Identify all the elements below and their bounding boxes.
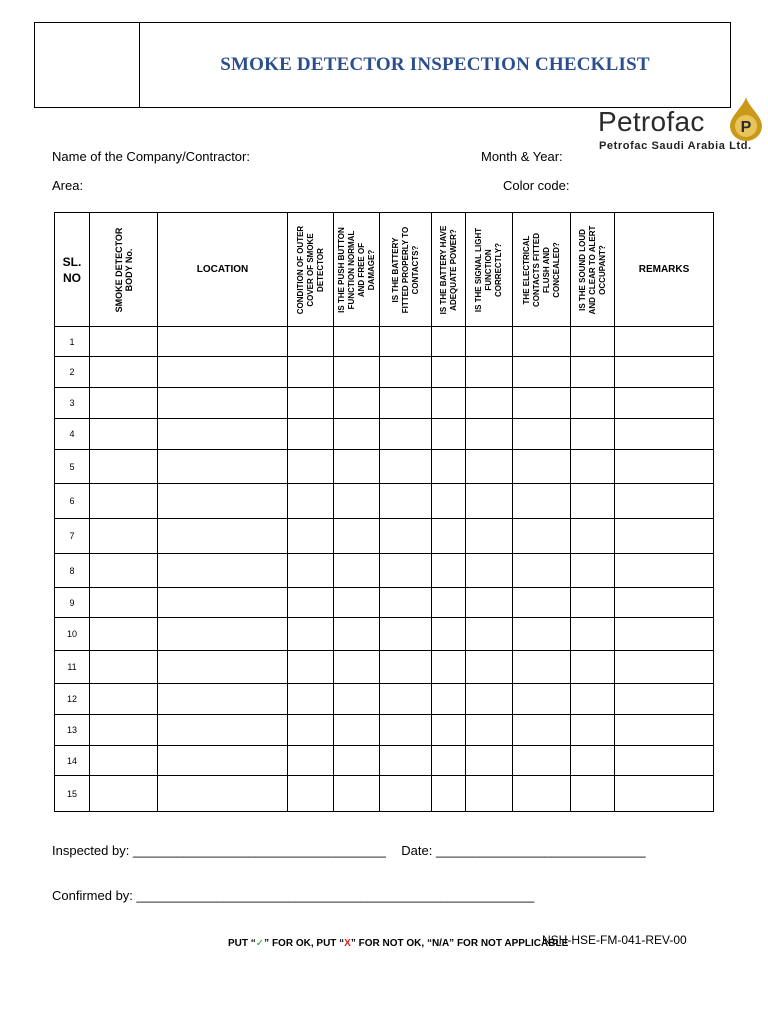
entry-cell[interactable] bbox=[288, 588, 334, 618]
entry-cell[interactable] bbox=[466, 519, 513, 554]
entry-cell[interactable] bbox=[432, 357, 466, 388]
entry-cell[interactable] bbox=[432, 776, 466, 812]
entry-cell[interactable] bbox=[615, 684, 714, 715]
entry-cell[interactable] bbox=[571, 651, 615, 684]
entry-cell[interactable] bbox=[513, 519, 571, 554]
entry-cell[interactable] bbox=[380, 554, 432, 588]
row-number: 3 bbox=[55, 388, 90, 419]
row-number: 6 bbox=[55, 484, 90, 519]
header-outer-cover: CONDITION OF OUTER COVER OF SMOKE DETECTOR bbox=[288, 213, 334, 327]
entry-cell[interactable] bbox=[615, 651, 714, 684]
entry-cell[interactable] bbox=[571, 450, 615, 484]
entry-cell[interactable] bbox=[615, 419, 714, 450]
entry-cell[interactable] bbox=[615, 715, 714, 746]
entry-cell[interactable] bbox=[334, 651, 380, 684]
entry-cell[interactable] bbox=[615, 327, 714, 357]
table-row bbox=[55, 450, 714, 484]
entry-cell[interactable] bbox=[513, 715, 571, 746]
entry-cell[interactable] bbox=[288, 618, 334, 651]
header-location: LOCATION bbox=[158, 213, 288, 327]
header-sound: IS THE SOUND LOUD AND CLEAR TO ALERT OCCUPANT? bbox=[571, 213, 615, 327]
entry-cell[interactable] bbox=[615, 357, 714, 388]
entry-cell[interactable] bbox=[90, 684, 158, 715]
entry-cell[interactable] bbox=[288, 450, 334, 484]
entry-cell[interactable] bbox=[380, 419, 432, 450]
entry-cell[interactable] bbox=[466, 715, 513, 746]
confirmed-by-label: Confirmed by: bbox=[52, 888, 133, 903]
entry-cell[interactable] bbox=[380, 588, 432, 618]
entry-cell[interactable] bbox=[466, 588, 513, 618]
cross-icon: X bbox=[344, 938, 351, 949]
table-row bbox=[55, 388, 714, 419]
oil-drop-icon bbox=[728, 96, 764, 142]
entry-cell[interactable] bbox=[571, 484, 615, 519]
entry-cell[interactable] bbox=[615, 588, 714, 618]
table-row bbox=[55, 484, 714, 519]
confirmed-by-row bbox=[52, 888, 534, 903]
confirmed-by-line: _______________________________________________________ bbox=[136, 888, 535, 903]
header-battery-fitted: IS THE BATTERY FITTED PROPERLY TO CONTACTS? bbox=[380, 213, 432, 327]
row-number: 4 bbox=[55, 419, 90, 450]
entry-cell[interactable] bbox=[90, 484, 158, 519]
entry-cell[interactable] bbox=[571, 388, 615, 419]
entry-cell[interactable] bbox=[615, 746, 714, 776]
entry-cell[interactable] bbox=[615, 554, 714, 588]
entry-cell[interactable] bbox=[334, 554, 380, 588]
document-code: NSH-HSE-FM-041-REV-00 bbox=[542, 933, 687, 947]
entry-cell[interactable] bbox=[90, 746, 158, 776]
entry-cell[interactable] bbox=[90, 450, 158, 484]
entry-cell[interactable] bbox=[158, 684, 288, 715]
header-body-no: SMOKE DETECTOR BODY No. bbox=[90, 213, 158, 327]
inspected-by-line: ___________________________________ bbox=[132, 843, 387, 858]
entry-cell[interactable] bbox=[334, 519, 380, 554]
entry-cell[interactable] bbox=[90, 519, 158, 554]
entry-cell[interactable] bbox=[466, 357, 513, 388]
document-title: SMOKE DETECTOR INSPECTION CHECKLIST bbox=[220, 54, 650, 75]
entry-cell[interactable] bbox=[432, 327, 466, 357]
entry-cell[interactable] bbox=[288, 327, 334, 357]
header-remarks: REMARKS bbox=[615, 213, 714, 327]
entry-cell[interactable] bbox=[571, 327, 615, 357]
entry-cell[interactable] bbox=[158, 519, 288, 554]
entry-cell[interactable] bbox=[288, 715, 334, 746]
table-row bbox=[55, 357, 714, 388]
entry-cell[interactable] bbox=[380, 618, 432, 651]
table-row bbox=[55, 327, 714, 357]
entry-cell[interactable] bbox=[158, 450, 288, 484]
entry-cell[interactable] bbox=[288, 388, 334, 419]
entry-cell[interactable] bbox=[334, 388, 380, 419]
row-number: 2 bbox=[55, 357, 90, 388]
entry-cell[interactable] bbox=[466, 776, 513, 812]
date-label: Date: bbox=[401, 843, 433, 858]
row-number: 9 bbox=[55, 588, 90, 618]
entry-cell[interactable] bbox=[571, 419, 615, 450]
entry-cell[interactable] bbox=[571, 715, 615, 746]
check-icon: ✓ bbox=[255, 938, 265, 949]
row-number: 14 bbox=[55, 746, 90, 776]
entry-cell[interactable] bbox=[615, 519, 714, 554]
entry-cell[interactable] bbox=[513, 618, 571, 651]
color-code-label: Color code: bbox=[503, 178, 570, 193]
entry-cell[interactable] bbox=[571, 618, 615, 651]
entry-cell[interactable] bbox=[513, 554, 571, 588]
entry-cell[interactable] bbox=[466, 684, 513, 715]
entry-cell[interactable] bbox=[288, 357, 334, 388]
entry-cell[interactable] bbox=[571, 746, 615, 776]
entry-cell[interactable] bbox=[513, 419, 571, 450]
entry-cell[interactable] bbox=[571, 357, 615, 388]
entry-cell[interactable] bbox=[158, 554, 288, 588]
entry-cell[interactable] bbox=[90, 419, 158, 450]
entry-cell[interactable] bbox=[380, 357, 432, 388]
entry-cell[interactable] bbox=[158, 618, 288, 651]
entry-cell[interactable] bbox=[432, 715, 466, 746]
entry-cell[interactable] bbox=[380, 684, 432, 715]
entry-cell[interactable] bbox=[380, 450, 432, 484]
entry-cell[interactable] bbox=[90, 618, 158, 651]
entry-cell[interactable] bbox=[334, 419, 380, 450]
header-signal-light: IS THE SIGNAL LIGHT FUNCTION CORRECTLY? bbox=[466, 213, 513, 327]
row-number: 1 bbox=[55, 327, 90, 357]
logo-wordmark: Petrofac bbox=[598, 106, 705, 137]
entry-cell[interactable] bbox=[158, 484, 288, 519]
row-number: 8 bbox=[55, 554, 90, 588]
entry-cell[interactable] bbox=[334, 684, 380, 715]
entry-cell[interactable] bbox=[158, 651, 288, 684]
entry-cell[interactable] bbox=[571, 554, 615, 588]
entry-cell[interactable] bbox=[90, 388, 158, 419]
entry-cell[interactable] bbox=[288, 519, 334, 554]
row-number: 15 bbox=[55, 776, 90, 812]
entry-cell[interactable] bbox=[513, 388, 571, 419]
entry-cell[interactable] bbox=[380, 746, 432, 776]
table-row bbox=[55, 776, 714, 812]
entry-cell[interactable] bbox=[466, 388, 513, 419]
entry-cell[interactable] bbox=[513, 450, 571, 484]
entry-cell[interactable] bbox=[571, 519, 615, 554]
entry-cell[interactable] bbox=[571, 776, 615, 812]
entry-cell[interactable] bbox=[615, 484, 714, 519]
entry-cell[interactable] bbox=[380, 776, 432, 812]
entry-cell[interactable] bbox=[513, 684, 571, 715]
company-subsidiary: Petrofac Saudi Arabia Ltd. bbox=[599, 140, 752, 152]
entry-cell[interactable] bbox=[288, 419, 334, 450]
month-year-label: Month & Year: bbox=[481, 149, 563, 164]
entry-cell[interactable] bbox=[571, 588, 615, 618]
row-number: 12 bbox=[55, 684, 90, 715]
area-label: Area: bbox=[52, 178, 84, 193]
company-logo bbox=[598, 96, 768, 156]
entry-cell[interactable] bbox=[432, 618, 466, 651]
entry-cell[interactable] bbox=[466, 327, 513, 357]
entry-cell[interactable] bbox=[334, 618, 380, 651]
header-electrical-contacts: THE ELECTRICAL CONTACTS FITTED FLUSH AND CONCEALED? bbox=[513, 213, 571, 327]
entry-cell[interactable] bbox=[90, 357, 158, 388]
entry-cell[interactable] bbox=[615, 618, 714, 651]
entry-cell[interactable] bbox=[466, 554, 513, 588]
entry-cell[interactable] bbox=[90, 651, 158, 684]
entry-cell[interactable] bbox=[432, 519, 466, 554]
entry-cell[interactable] bbox=[432, 651, 466, 684]
entry-cell[interactable] bbox=[334, 327, 380, 357]
entry-cell[interactable] bbox=[90, 588, 158, 618]
table-row bbox=[55, 618, 714, 651]
entry-cell[interactable] bbox=[466, 484, 513, 519]
logo-letter: P bbox=[740, 119, 752, 136]
entry-cell[interactable] bbox=[432, 588, 466, 618]
entry-cell[interactable] bbox=[158, 746, 288, 776]
entry-cell[interactable] bbox=[513, 776, 571, 812]
entry-cell[interactable] bbox=[158, 388, 288, 419]
entry-cell[interactable] bbox=[380, 327, 432, 357]
entry-cell[interactable] bbox=[334, 484, 380, 519]
inspected-by-label: Inspected by: bbox=[52, 843, 130, 858]
table-row bbox=[55, 519, 714, 554]
entry-cell[interactable] bbox=[334, 715, 380, 746]
row-number: 13 bbox=[55, 715, 90, 746]
entry-cell[interactable] bbox=[615, 388, 714, 419]
entry-cell[interactable] bbox=[380, 484, 432, 519]
entry-cell[interactable] bbox=[571, 684, 615, 715]
entry-cell[interactable] bbox=[334, 588, 380, 618]
entry-cell[interactable] bbox=[90, 554, 158, 588]
entry-cell[interactable] bbox=[288, 484, 334, 519]
entry-cell[interactable] bbox=[513, 651, 571, 684]
entry-cell[interactable] bbox=[513, 327, 571, 357]
header-logo-cell bbox=[35, 23, 140, 107]
company-field-label: Name of the Company/Contractor: bbox=[52, 149, 250, 164]
table-row bbox=[55, 419, 714, 450]
entry-cell[interactable] bbox=[288, 651, 334, 684]
row-number: 7 bbox=[55, 519, 90, 554]
row-number: 5 bbox=[55, 450, 90, 484]
entry-cell[interactable] bbox=[334, 776, 380, 812]
entry-cell[interactable] bbox=[466, 651, 513, 684]
entry-cell[interactable] bbox=[158, 357, 288, 388]
entry-cell[interactable] bbox=[513, 484, 571, 519]
entry-cell[interactable] bbox=[432, 746, 466, 776]
entry-cell[interactable] bbox=[432, 554, 466, 588]
entry-cell[interactable] bbox=[432, 484, 466, 519]
entry-cell[interactable] bbox=[158, 776, 288, 812]
entry-cell[interactable] bbox=[513, 588, 571, 618]
entry-cell[interactable] bbox=[90, 776, 158, 812]
entry-cell[interactable] bbox=[90, 715, 158, 746]
row-number: 10 bbox=[55, 618, 90, 651]
entry-cell[interactable] bbox=[334, 357, 380, 388]
row-number: 11 bbox=[55, 651, 90, 684]
marking-legend: PUT “✓” FOR OK, PUT “X” FOR NOT OK, “N/A” FOR NOT APPLICABLE bbox=[228, 938, 569, 949]
entry-cell[interactable] bbox=[380, 388, 432, 419]
entry-cell[interactable] bbox=[288, 554, 334, 588]
entry-cell[interactable] bbox=[158, 588, 288, 618]
header-push-button: IS THE PUSH BUTTON FUNCTION NORMAL AND FREE OF DAMAGE? bbox=[334, 213, 380, 327]
table-header-row bbox=[55, 213, 714, 327]
checklist-table bbox=[54, 212, 714, 812]
table-row bbox=[55, 588, 714, 618]
entry-cell[interactable] bbox=[466, 450, 513, 484]
entry-cell[interactable] bbox=[380, 651, 432, 684]
table-row bbox=[55, 746, 714, 776]
table-row bbox=[55, 684, 714, 715]
entry-cell[interactable] bbox=[158, 419, 288, 450]
entry-cell[interactable] bbox=[380, 519, 432, 554]
entry-cell[interactable] bbox=[334, 450, 380, 484]
date-line: _____________________________ bbox=[435, 843, 646, 858]
header-sl-no: SL. NO bbox=[55, 213, 90, 327]
entry-cell[interactable] bbox=[432, 684, 466, 715]
entry-cell[interactable] bbox=[288, 776, 334, 812]
entry-cell[interactable] bbox=[380, 715, 432, 746]
entry-cell[interactable] bbox=[432, 450, 466, 484]
entry-cell[interactable] bbox=[513, 357, 571, 388]
entry-cell[interactable] bbox=[90, 327, 158, 357]
entry-cell[interactable] bbox=[466, 618, 513, 651]
entry-cell[interactable] bbox=[158, 327, 288, 357]
header-battery-power: IS THE BATTERY HAVE ADEQUATE POWER? bbox=[432, 213, 466, 327]
entry-cell[interactable] bbox=[466, 419, 513, 450]
entry-cell[interactable] bbox=[158, 715, 288, 746]
table-row bbox=[55, 554, 714, 588]
entry-cell[interactable] bbox=[615, 450, 714, 484]
entry-cell[interactable] bbox=[288, 746, 334, 776]
entry-cell[interactable] bbox=[288, 684, 334, 715]
entry-cell[interactable] bbox=[432, 419, 466, 450]
entry-cell[interactable] bbox=[334, 746, 380, 776]
entry-cell[interactable] bbox=[513, 746, 571, 776]
inspected-by-row bbox=[52, 843, 646, 858]
entry-cell[interactable] bbox=[615, 776, 714, 812]
table-row bbox=[55, 651, 714, 684]
entry-cell[interactable] bbox=[432, 388, 466, 419]
table-row bbox=[55, 715, 714, 746]
entry-cell[interactable] bbox=[466, 746, 513, 776]
